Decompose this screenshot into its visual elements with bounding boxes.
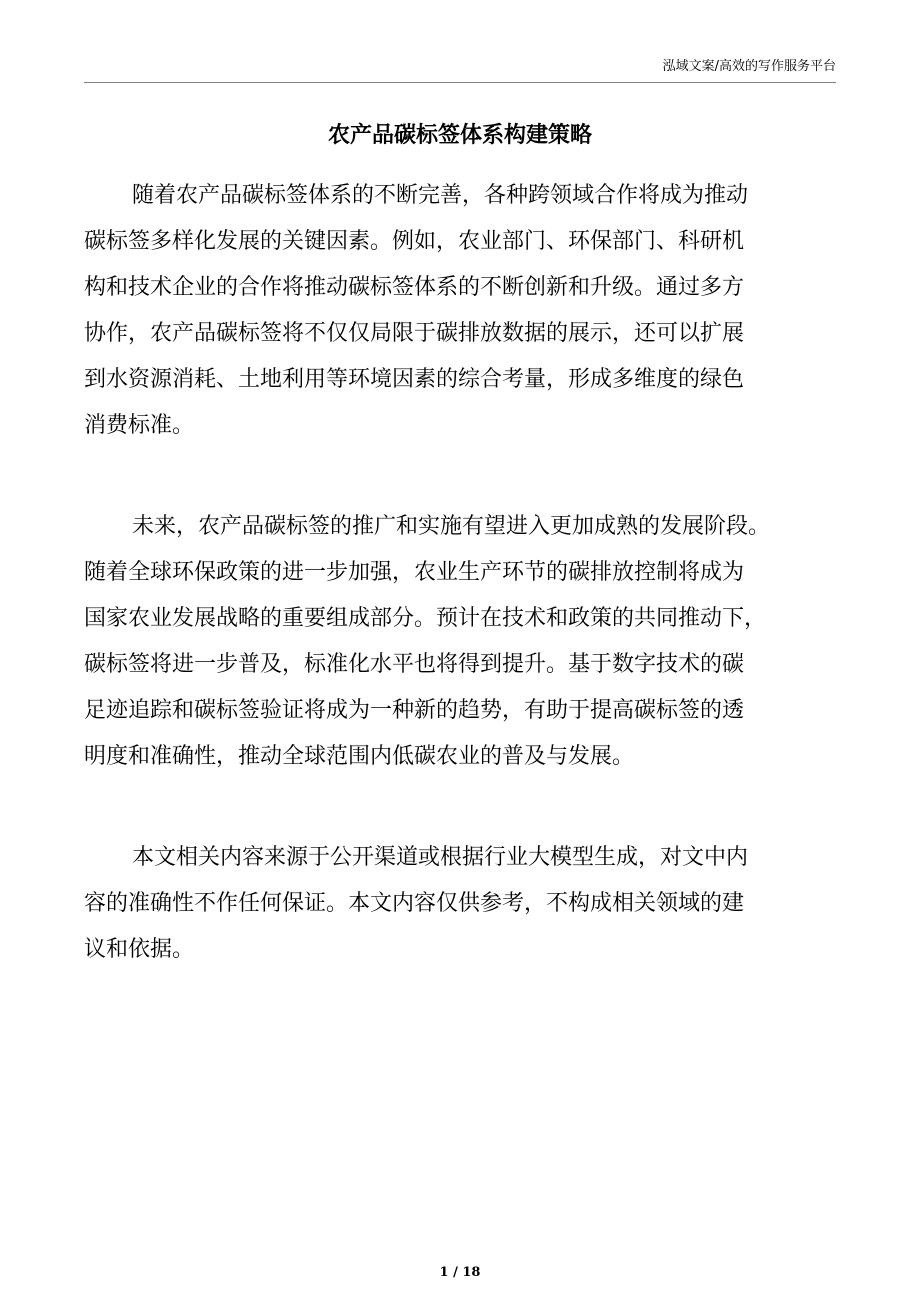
header-divider [84,82,836,83]
paragraph-line: 随着农产品碳标签体系的不断完善，各种跨领域合作将成为推动 [132,183,749,208]
paragraph-line: 碳标签将进一步普及，标准化水平也将得到提升。基于数字技术的碳 [84,652,745,677]
paragraph-1 [84,173,844,449]
paragraph-line: 到水资源消耗、土地利用等环境因素的综合考量，形成多维度的绿色 [84,367,745,392]
paragraph-line: 构和技术企业的合作将推动碳标签体系的不断创新和升级。通过多方 [84,275,745,300]
paragraph-line: 明度和准确性，推动全球范围内低碳农业的普及与发展。 [84,744,635,769]
paragraph-line: 容的准确性不作任何保证。本文内容仅供参考，不构成相关领域的建 [84,891,745,916]
paragraph-line: 议和依据。 [84,937,195,962]
paragraph-line: 未来，农产品碳标签的推广和实施有望进入更加成熟的发展阶段。 [132,514,771,539]
paragraph-line: 消费标准。 [84,413,195,438]
document-title: 农产品碳标签体系构建策略 [327,123,592,148]
paragraph-line: 国家农业发展战略的重要组成部分。预计在技术和政策的共同推动下， [84,606,767,631]
paragraph-line: 协作，农产品碳标签将不仅仅局限于碳排放数据的展示，还可以扩展 [84,321,745,346]
disclaimer-paragraph [84,835,844,973]
page-number: 1 / 18 [439,1265,481,1280]
paragraph-line: 随着全球环保政策的进一步加强，农业生产环节的碳排放控制将成为 [84,560,745,585]
paragraph-2 [84,504,844,780]
paragraph-line: 足迹追踪和碳标签验证将成为一种新的趋势，有助于提高碳标签的透 [84,698,745,723]
paragraph-line: 碳标签多样化发展的关键因素。例如，农业部门、环保部门、科研机 [84,229,745,254]
paragraph-line: 本文相关内容来源于公开渠道或根据行业大模型生成，对文中内 [132,845,749,870]
page-header-text: 泓域文案/高效的写作服务平台 [662,59,836,74]
